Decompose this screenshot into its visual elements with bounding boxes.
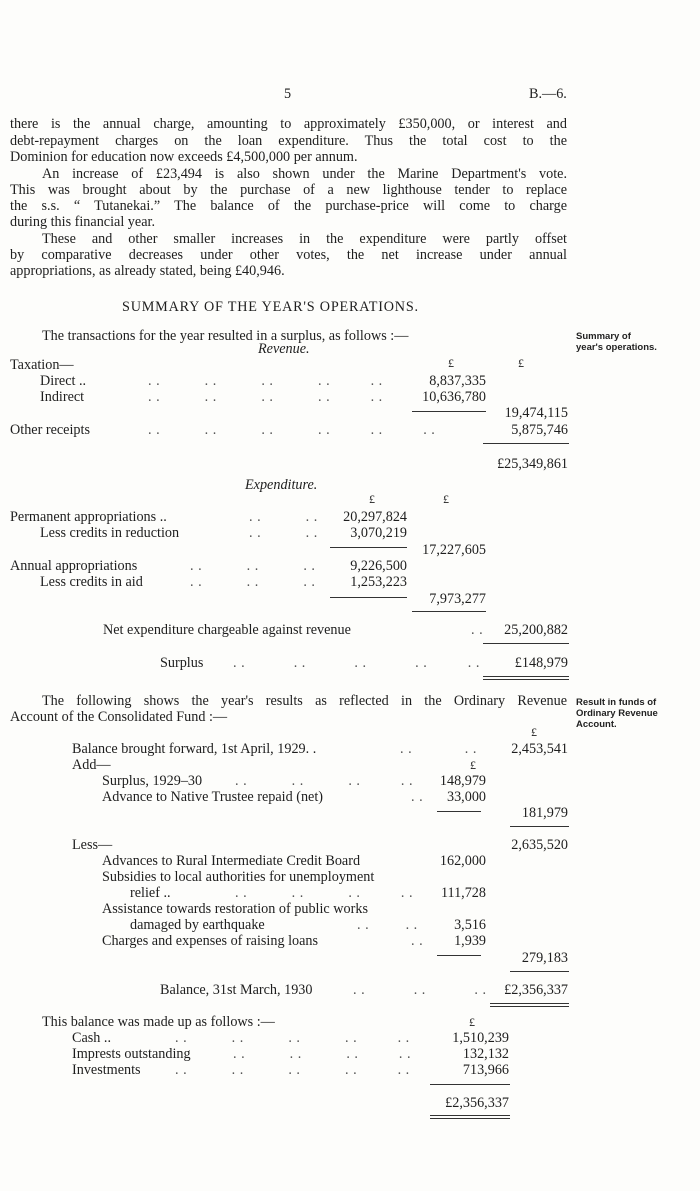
rule [483,676,569,677]
less-label: Less— [72,837,113,853]
less-total: 279,183 [521,950,568,966]
dot-leader: . . . . . . . . [233,1046,412,1062]
net-expenditure-value: 25,200,882 [504,622,568,638]
rule [430,1118,510,1119]
less-credits-label: Less credits in reduction [40,525,180,541]
surplus-row-label: Surplus, 1929–30 [102,773,203,789]
dot-leader: . . . . [400,741,477,757]
document-reference: B.—6. [529,86,567,102]
summary-intro: The transactions for the year resulted in a surplus, as follows :— [42,328,409,344]
currency-symbol: £ [518,356,524,370]
add-label: Add— [72,757,111,773]
rule [510,971,569,972]
intro-line: there is the annual charge, amounting to approximately £350,000, or interest and [10,116,567,132]
dot-leader: . . . . [249,509,318,525]
intro-line: by comparative decreases under other votes, the net increase under annual [10,247,567,263]
dot-leader: . . . . . . . . . . [175,1062,410,1078]
dot-leader: . . . . . . [353,982,487,998]
assistance-label-cont: damaged by earthquake [130,917,265,933]
closing-balance-label: Balance, 31st March, 1930 [160,982,313,998]
currency-symbol: £ [531,725,537,739]
dot-leader: . . [411,789,424,805]
dot-leader: . . . . . . [190,574,316,590]
cash-label: Cash .. [72,1030,112,1046]
rule [483,643,569,644]
taxation-label: Taxation— [10,357,74,373]
rural-credit-value: 162,000 [439,853,486,869]
cash-value: 1,510,239 [452,1030,509,1046]
less-credits-value: 3,070,219 [350,525,407,541]
rule [483,443,569,444]
charges-value: 1,939 [454,933,486,949]
ordinary-intro: Account of the Consolidated Fund :— [10,709,228,725]
intro-line: debt-repayment charges on the loan expenditure. Thus the total cost to the [10,133,567,149]
rule [430,1084,510,1085]
margin-note-summary: Summary of year's operations. [576,331,657,353]
other-receipts-label: Other receipts [10,422,90,438]
dot-leader: . . . . . . . . [235,773,414,789]
rule [490,1003,569,1004]
annual-label: Annual appropriations [10,558,138,574]
ordinary-intro: The following shows the year's results as reflected in the Ordinary Revenue [42,693,567,709]
intro-line: An increase of £23,494 is also shown under the Marine Department's vote. [42,166,567,182]
less-aid-label: Less credits in aid [40,574,143,590]
add-total: 181,979 [521,805,568,821]
currency-symbol: £ [448,356,454,370]
dot-leader: . . [411,933,424,949]
dot-leader: . . . . [249,525,318,541]
subsidies-label-cont: relief .. [130,885,171,901]
rule [412,611,486,612]
currency-symbol: £ [369,492,375,506]
dot-leader: . . . . . . . . [235,885,414,901]
intro-line: These and other smaller increases in the expenditure were partly offset [42,231,567,247]
indirect-value: 10,636,780 [422,389,486,405]
indirect-label: Indirect [40,389,85,405]
dot-leader: . . . . . . [190,558,316,574]
other-receipts-value: 5,875,746 [511,422,568,438]
taxation-total: 19,474,115 [504,405,568,421]
permanent-label: Permanent appropriations .. [10,509,167,525]
intro-line: the s.s. “ Tutanekai.” The balance of the purchase-price will come to charge [10,198,567,214]
rule [430,1115,510,1116]
permanent-value: 20,297,824 [343,509,407,525]
surplus-value: £148,979 [514,655,568,671]
annual-value: 9,226,500 [350,558,407,574]
permanent-net: 17,227,605 [422,542,486,558]
balance-forward-label: Balance brought forward, 1st April, 1929. . [72,741,317,757]
direct-value: 8,837,335 [429,373,486,389]
dot-leader: . . . . . . . . . . [233,655,480,671]
dot-leader: . . . . . . . . . . . . [148,422,436,438]
makeup-intro: This balance was made up as follows :— [42,1014,275,1030]
charges-label: Charges and expenses of raising loans [102,933,319,949]
intro-line: during this financial year. [10,214,155,230]
rule [483,679,569,680]
dot-leader: . . . . [357,917,418,933]
revenue-total: £25,349,861 [497,456,568,472]
intro-line: Dominion for education now exceeds £4,500,000 per annum. [10,149,358,165]
surplus-label: Surplus [160,655,204,671]
subsidies-value: 111,728 [440,885,486,901]
advance-value: 33,000 [446,789,486,805]
subtotal-value: 2,635,520 [511,837,568,853]
subsidies-label: Subsidies to local authorities for unemployment [102,869,375,885]
dot-leader: . . [471,622,484,638]
surplus-row-value: 148,979 [439,773,486,789]
expenditure-heading: Expenditure. [245,477,318,493]
margin-note-ordinary: Result in funds of Ordinary Revenue Account. [576,697,658,730]
balance-forward-value: 2,453,541 [511,741,568,757]
currency-symbol: £ [470,758,476,772]
investments-label: Investments [72,1062,141,1078]
section-heading: SUMMARY OF THE YEAR'S OPERATIONS. [122,299,419,315]
dot-leader: . . . . . . . . . . [175,1030,410,1046]
direct-label: Direct .. [40,373,87,389]
assistance-value: 3,516 [454,917,486,933]
imprests-value: 132,132 [462,1046,509,1062]
investments-value: 713,966 [462,1062,509,1078]
rule [490,1006,569,1007]
imprests-label: Imprests outstanding [72,1046,191,1062]
rule [510,826,569,827]
annual-net: 7,973,277 [429,591,486,607]
currency-symbol: £ [443,492,449,506]
page-number: 5 [284,86,292,102]
intro-line: appropriations, as already stated, being £40,946. [10,263,285,279]
intro-line: This was brought about by the purchase of a new lighthouse tender to replace [10,182,567,198]
less-aid-value: 1,253,223 [350,574,407,590]
dot-leader: . . . . . . . . . . [148,389,383,405]
dot-leader: . . . . . . . . . . [148,373,383,389]
revenue-heading: Revenue. [258,341,310,357]
rural-credit-label: Advances to Rural Intermediate Credit Board [102,853,361,869]
closing-balance-value: £2,356,337 [504,982,568,998]
net-expenditure-label: Net expenditure chargeable against revenue [103,622,351,638]
makeup-total: £2,356,337 [445,1095,509,1111]
currency-symbol: £ [469,1015,475,1029]
advance-label: Advance to Native Trustee repaid (net) [102,789,324,805]
assistance-label: Assistance towards restoration of public works [102,901,368,917]
